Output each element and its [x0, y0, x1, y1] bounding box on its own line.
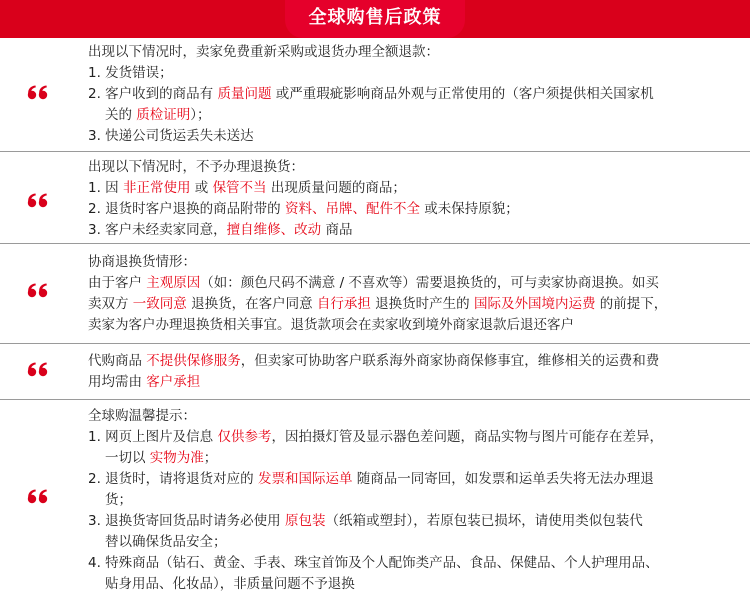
body-text: 卖双方 — [88, 296, 133, 312]
body-text: 4. 特殊商品（钻石、黄金、手表、珠宝首饰及个人配饰类产品、食品、保健品、个人护理用品、 — [88, 555, 659, 571]
body-text: 出现以下情况时，卖家免费重新采购或退货办理全额退款： — [88, 44, 439, 60]
body-text: 1. 因 — [88, 180, 123, 196]
highlight-text: 保管不当 — [212, 180, 267, 196]
body-text: 3. 退换货寄回货品时请务必使用 — [88, 513, 285, 529]
body-text: 3. 客户未经卖家同意， — [88, 222, 227, 238]
body-text: 或 — [190, 180, 213, 196]
body-text: 货； — [105, 492, 132, 508]
text-line — [88, 315, 728, 336]
section-text — [88, 406, 728, 595]
body-text: 的前提下， — [595, 296, 668, 312]
quote-mark-icon — [26, 192, 52, 212]
quote-mark-icon — [26, 84, 52, 104]
text-line — [88, 469, 728, 490]
highlight-text: 发票和国际运单 — [257, 471, 353, 487]
text-line — [88, 511, 728, 532]
body-text: 3. 快递公司货运丢失未送达 — [88, 128, 254, 144]
text-line — [88, 178, 728, 199]
highlight-text: 仅供参考 — [217, 429, 272, 445]
text-line — [88, 252, 728, 273]
text-line — [88, 157, 728, 178]
body-text: 贴身用品、化妆品），非质量问题不予退换 — [105, 576, 355, 592]
body-text: 全球购温馨提示： — [88, 408, 196, 424]
quote-mark-icon — [26, 488, 52, 508]
text-line — [88, 294, 728, 315]
body-text: 退换货时产生的 — [370, 296, 474, 312]
text-line — [88, 84, 728, 105]
body-text: ，因拍摄灯管及显示器色差问题，商品实物与图片可能存在差异， — [271, 429, 663, 445]
body-text: 由于客户 — [88, 275, 147, 291]
body-text: 或严重瑕疵影响商品外观与正常使用的（客户须提供相关国家机 — [271, 86, 654, 102]
body-text: ，但卖家可协助客户联系海外商家协商保修事宜，维修相关的运费和费 — [240, 353, 660, 369]
body-text: 1. 发货错误； — [88, 65, 173, 81]
body-text: （纸箱或塑封），若原包装已损坏，请使用类似包装代 — [325, 513, 643, 529]
text-line — [88, 220, 728, 241]
text-line — [88, 406, 728, 427]
text-line — [88, 427, 728, 448]
text-line — [88, 553, 728, 574]
highlight-text: 自行承担 — [316, 296, 371, 312]
body-text: 代购商品 — [88, 353, 147, 369]
policy-section-warranty — [0, 343, 750, 400]
policy-section-negotiated-return — [0, 243, 750, 344]
text-line — [88, 105, 728, 126]
section-text — [88, 252, 728, 336]
text-line — [88, 372, 728, 393]
body-text: 2. 退货时客户退换的商品附带的 — [88, 201, 285, 217]
highlight-text: 原包装 — [284, 513, 326, 529]
text-line — [88, 351, 728, 372]
body-text: 退换货，在客户同意 — [186, 296, 317, 312]
body-text: 随商品一同寄回，如发票和运单丢失将无法办理退 — [352, 471, 654, 487]
highlight-text: 资料、吊牌、配件不全 — [284, 201, 420, 217]
policy-section-full-refund — [0, 38, 750, 151]
body-text: 用均需由 — [88, 374, 147, 390]
page-title: 全球购售后政策 — [308, 7, 442, 28]
body-text: （如：颜色尺码不满意 / 不喜欢等）需要退换货的，可与卖家协商退换。如买 — [200, 275, 659, 291]
body-text: 替以确保货品安全； — [105, 534, 227, 550]
text-line — [88, 42, 728, 63]
highlight-text: 擅自维修、改动 — [226, 222, 322, 238]
highlight-text: 客户承担 — [146, 374, 201, 390]
body-text: 或未保持原貌； — [419, 201, 519, 217]
body-text: 卖家为客户办理退换货相关事宜。退货款项会在卖家收到境外商家退款后退还客户 — [88, 317, 574, 333]
highlight-text: 非正常使用 — [122, 180, 191, 196]
body-text: 一切以 — [105, 450, 150, 466]
body-text: 关的 — [105, 107, 137, 123]
text-line — [88, 126, 728, 147]
body-text: ）； — [190, 107, 211, 123]
highlight-text: 实物为准 — [149, 450, 204, 466]
highlight-text: 国际及外国境内运费 — [473, 296, 596, 312]
policy-section-no-return — [0, 151, 750, 244]
quote-mark-icon — [26, 282, 52, 302]
text-line — [88, 273, 728, 294]
body-text: 商品 — [321, 222, 353, 238]
section-text — [88, 351, 728, 393]
body-text: 出现以下情况时，不予办理退换货： — [88, 159, 304, 175]
body-text: ； — [203, 450, 218, 466]
section-text — [88, 42, 728, 147]
highlight-text: 质检证明 — [136, 107, 191, 123]
body-text: 出现质量问题的商品； — [266, 180, 406, 196]
body-text: 协商退换货情形： — [88, 254, 196, 270]
body-text: 2. 退货时，请将退货对应的 — [88, 471, 258, 487]
header-banner — [0, 0, 750, 38]
text-line — [88, 199, 728, 220]
policy-section-tips — [0, 399, 750, 601]
highlight-text: 一致同意 — [132, 296, 187, 312]
body-text: 2. 客户收到的商品有 — [88, 86, 218, 102]
text-line — [88, 448, 728, 469]
text-line — [88, 574, 728, 595]
highlight-text: 不提供保修服务 — [146, 353, 241, 369]
section-text — [88, 157, 728, 241]
highlight-text: 主观原因 — [146, 275, 201, 291]
text-line — [88, 532, 728, 553]
quote-mark-icon — [26, 361, 52, 381]
text-line — [88, 490, 728, 511]
body-text: 1. 网页上图片及信息 — [88, 429, 218, 445]
highlight-text: 质量问题 — [217, 86, 272, 102]
text-line — [88, 63, 728, 84]
